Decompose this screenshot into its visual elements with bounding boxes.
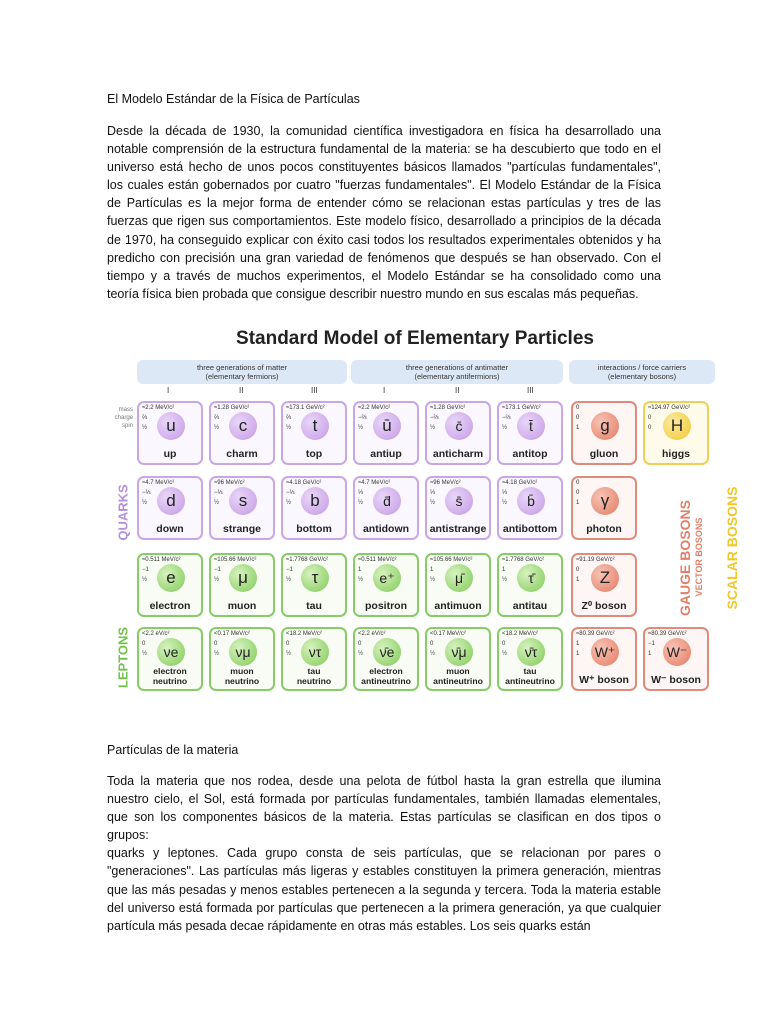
particle-charge: 0 bbox=[430, 641, 434, 647]
particle-symbol: g bbox=[591, 412, 619, 440]
intro-line: de 1970, ha conseguido explicar con éxito casi todos los resultados experimentales obtenidos y ha bbox=[107, 232, 661, 247]
particle-spin: ½ bbox=[286, 651, 292, 657]
band-antimatter bbox=[351, 360, 563, 384]
particle-mass: ≈0.511 MeV/c² bbox=[358, 557, 397, 563]
band-bosons-line1: interactions / force carriers bbox=[597, 363, 687, 372]
particle-mass: ≈4.7 MeV/c² bbox=[358, 480, 391, 486]
particle-card bbox=[497, 401, 563, 465]
particle-spin: ½ bbox=[286, 500, 292, 506]
particle-card bbox=[571, 401, 637, 465]
particle-name: muon neutrino bbox=[224, 666, 260, 686]
particle-symbol: Z bbox=[591, 564, 619, 592]
band-matter bbox=[137, 360, 347, 384]
intro-paragraph bbox=[107, 122, 661, 303]
particle-charge: 0 bbox=[142, 641, 146, 647]
intro-line: predicho con precisión una gran variedad de fenómenos que después se han observado. Con el bbox=[107, 250, 661, 265]
particle-mass: <18.2 MeV/c² bbox=[502, 631, 538, 637]
particle-name: gluon bbox=[589, 448, 619, 460]
band-bosons-line2: (elementary bosons) bbox=[607, 372, 677, 381]
particle-card bbox=[643, 627, 709, 691]
particle-name: tau antineutrino bbox=[505, 666, 555, 686]
particle-mass: ≈105.66 MeV/c² bbox=[430, 557, 473, 563]
particle-mass: <0.17 MeV/c² bbox=[214, 631, 250, 637]
particle-mass: ≈0.511 MeV/c² bbox=[142, 557, 181, 563]
particle-spin: ½ bbox=[214, 651, 220, 657]
particle-spin: 1 bbox=[576, 500, 580, 506]
band-antimatter-line1: three generations of antimatter bbox=[405, 363, 509, 372]
particle-spin: ½ bbox=[142, 425, 148, 431]
particle-symbol: t bbox=[301, 412, 329, 440]
particle-symbol: b̄ bbox=[517, 487, 545, 515]
particle-charge: 1 bbox=[430, 567, 434, 573]
particle-mass: ≈2.2 MeV/c² bbox=[358, 405, 391, 411]
particle-mass: ≈91.19 GeV/c² bbox=[576, 557, 615, 563]
section-2-line: partícula más pesada decae rápidamente en otras más estables. Los seis quarks están bbox=[107, 918, 591, 933]
particle-symbol: ντ bbox=[301, 638, 329, 666]
particle-spin: 1 bbox=[576, 425, 580, 431]
particle-name: tau neutrino bbox=[296, 666, 332, 686]
particle-name: antimuon bbox=[434, 600, 482, 612]
band-antimatter-line2: (elementary antifermions) bbox=[414, 372, 500, 381]
particle-symbol: e⁺ bbox=[373, 564, 401, 592]
section-2-line: quarks y leptones. Cada grupo consta de seis partículas, que se relacionan por pares o bbox=[107, 846, 661, 861]
particle-mass: ≈1.7768 GeV/c² bbox=[286, 557, 328, 563]
particle-mass: ≈4.7 MeV/c² bbox=[142, 480, 175, 486]
particle-mass: <0.17 MeV/c² bbox=[430, 631, 466, 637]
particle-symbol: τ̄ bbox=[517, 564, 545, 592]
particle-spin: ½ bbox=[142, 651, 148, 657]
particle-spin: ½ bbox=[502, 651, 508, 657]
particle-symbol: c bbox=[229, 412, 257, 440]
particle-mass: ≈1.7768 GeV/c² bbox=[502, 557, 544, 563]
particle-card bbox=[425, 401, 491, 465]
particle-card bbox=[425, 627, 491, 691]
particle-card bbox=[571, 476, 637, 540]
particle-card bbox=[209, 476, 275, 540]
particle-symbol: νμ bbox=[229, 638, 257, 666]
particle-card bbox=[571, 627, 637, 691]
particle-name: up bbox=[163, 448, 177, 460]
intro-line: notable comprensión de la estructura fundamental de la materia: se ha descubierto que todo en el bbox=[107, 142, 661, 157]
side-label-scalar-bosons: SCALAR BOSONS bbox=[724, 486, 740, 610]
intro-line: Desde la década de 1930, la comunidad científica investigadora en física ha desarrollado una bbox=[107, 124, 661, 138]
band-matter-line2: (elementary fermions) bbox=[205, 372, 279, 381]
particle-name: charm bbox=[226, 448, 258, 460]
particle-charge: 1 bbox=[358, 567, 362, 573]
particle-mass: 0 bbox=[576, 480, 580, 486]
particle-charge: 0 bbox=[286, 641, 290, 647]
particle-symbol: s bbox=[229, 487, 257, 515]
section-2-heading: Partículas de la materia bbox=[107, 743, 239, 757]
particle-symbol: c̄ bbox=[445, 412, 473, 440]
standard-model-figure bbox=[105, 324, 740, 704]
particle-card bbox=[353, 627, 419, 691]
generation-label: II bbox=[239, 386, 244, 395]
particle-card bbox=[209, 627, 275, 691]
particle-card bbox=[425, 553, 491, 617]
particle-charge: −⅔ bbox=[430, 415, 439, 421]
band-bosons bbox=[569, 360, 715, 384]
particle-mass: ≈1.28 GeV/c² bbox=[430, 405, 466, 411]
particle-charge: ⅔ bbox=[214, 415, 220, 421]
particle-mass: ≈96 MeV/c² bbox=[430, 480, 461, 486]
particle-spin: ½ bbox=[358, 577, 364, 583]
particle-spin: ½ bbox=[430, 425, 436, 431]
figure-title: Standard Model of Elementary Particles bbox=[236, 328, 594, 349]
particle-spin: ½ bbox=[430, 500, 436, 506]
particle-card bbox=[209, 553, 275, 617]
particle-card bbox=[643, 401, 709, 465]
particle-mass: <2.2 eV/c² bbox=[358, 631, 386, 637]
intro-line: teoría física bien probada que consigue describir nuestro mundo en sus escalas más pequeñas. bbox=[107, 286, 639, 301]
particle-card bbox=[497, 627, 563, 691]
particle-mass: ≈4.18 GeV/c² bbox=[502, 480, 538, 486]
row-label-spin: spin bbox=[121, 423, 133, 429]
particle-spin: ½ bbox=[214, 425, 220, 431]
particle-card bbox=[137, 476, 203, 540]
particle-symbol: W⁻ bbox=[663, 638, 691, 666]
particle-name: photon bbox=[586, 523, 622, 535]
particle-spin: ½ bbox=[142, 500, 148, 506]
side-label-gauge-bosons: GAUGE BOSONS bbox=[677, 500, 693, 616]
particle-name: W⁻ boson bbox=[651, 674, 701, 686]
particle-spin: 1 bbox=[576, 651, 580, 657]
particle-mass: ≈80.39 GeV/c² bbox=[648, 631, 687, 637]
particle-name: antitau bbox=[512, 600, 548, 612]
particle-name: Z⁰ boson bbox=[581, 600, 627, 612]
particle-charge: −1 bbox=[214, 567, 221, 573]
particle-spin: ½ bbox=[214, 500, 220, 506]
section-2-line: que las más pesadas y menos estables pertenecen a la segunda y tercera. Toda la materia estable bbox=[107, 882, 661, 897]
particle-mass: ≈1.28 GeV/c² bbox=[214, 405, 250, 411]
particle-card bbox=[281, 476, 347, 540]
particle-symbol: t̄ bbox=[517, 412, 545, 440]
intro-line: los cuales están gobernados por cuatro "fuerzas fundamentales". El Modelo Estándar de la Física bbox=[107, 178, 661, 193]
particle-spin: ½ bbox=[502, 577, 508, 583]
particle-card bbox=[281, 627, 347, 691]
intro-line: de Partículas es la mejor forma de entender cómo se relacionan estas partículas y tres de las bbox=[107, 196, 661, 211]
particle-charge: −⅔ bbox=[502, 415, 511, 421]
particle-symbol: ū bbox=[373, 412, 401, 440]
particle-mass: ≈105.66 MeV/c² bbox=[214, 557, 257, 563]
particle-charge: 0 bbox=[214, 641, 218, 647]
particle-name: bottom bbox=[296, 523, 332, 535]
particle-mass: ≈80.39 GeV/c² bbox=[576, 631, 615, 637]
particle-spin: ½ bbox=[358, 500, 364, 506]
particle-symbol: ν̄e bbox=[373, 638, 401, 666]
particle-charge: 0 bbox=[502, 641, 506, 647]
particle-card bbox=[497, 553, 563, 617]
section-2-line: "generaciones". Las partículas más ligeras y estables constituyen la primera generación, mientras bbox=[107, 864, 661, 879]
particle-card bbox=[209, 401, 275, 465]
particle-symbol: d̄ bbox=[373, 487, 401, 515]
particle-symbol: γ bbox=[591, 487, 619, 515]
particle-card bbox=[571, 553, 637, 617]
particle-mass: ≈4.18 GeV/c² bbox=[286, 480, 322, 486]
particle-card bbox=[137, 401, 203, 465]
row-label-charge: charge bbox=[114, 415, 133, 421]
particle-symbol: b bbox=[301, 487, 329, 515]
particle-charge: −1 bbox=[648, 641, 655, 647]
side-label-leptons: LEPTONS bbox=[115, 626, 131, 689]
particle-spin: 1 bbox=[648, 651, 652, 657]
particle-symbol: H bbox=[663, 412, 691, 440]
particle-card bbox=[353, 401, 419, 465]
particle-charge: 0 bbox=[576, 490, 580, 496]
particle-mass: 0 bbox=[576, 405, 580, 411]
particle-charge: −⅔ bbox=[358, 415, 367, 421]
particle-name: antitop bbox=[512, 448, 548, 460]
particle-card bbox=[353, 553, 419, 617]
particle-card bbox=[281, 401, 347, 465]
particle-card bbox=[497, 476, 563, 540]
particle-symbol: μ bbox=[229, 564, 257, 592]
particle-name: electron bbox=[149, 600, 191, 612]
intro-line: universo está hecho de unos pocos constituyentes básicos llamados "partículas fundamentales", bbox=[107, 160, 661, 175]
row-label-mass: mass bbox=[118, 407, 133, 413]
band-matter-line1: three generations of matter bbox=[196, 363, 288, 372]
particle-name: down bbox=[156, 523, 184, 535]
particle-charge: ⅔ bbox=[142, 415, 148, 421]
particle-spin: 1 bbox=[576, 577, 580, 583]
particle-charge: 1 bbox=[576, 641, 580, 647]
particle-spin: ½ bbox=[430, 651, 436, 657]
particle-symbol: u bbox=[157, 412, 185, 440]
generation-label: I bbox=[383, 386, 386, 395]
particle-name: top bbox=[305, 448, 323, 460]
particle-charge: 0 bbox=[576, 415, 580, 421]
particle-name: antiup bbox=[370, 448, 402, 460]
particle-card bbox=[137, 627, 203, 691]
document-title-block bbox=[107, 92, 661, 106]
particle-name: higgs bbox=[662, 448, 690, 460]
particle-charge: ⅓ bbox=[358, 490, 364, 496]
particle-charge: ⅓ bbox=[502, 490, 508, 496]
particle-name: antistrange bbox=[429, 523, 487, 535]
intro-line: fuerzas que rigen sus comportamientos. Este modelo físico, desarrollado a principios de la década bbox=[107, 214, 661, 229]
section-2-line: Toda la materia que nos rodea, desde una pelota de fútbol hasta la gran estrella que ilumina bbox=[107, 774, 661, 788]
particle-mass: ≈173.1 GeV/c² bbox=[502, 405, 541, 411]
particle-charge: −1 bbox=[142, 567, 149, 573]
particle-symbol: τ bbox=[301, 564, 329, 592]
particle-name: anticharm bbox=[432, 448, 484, 460]
particle-symbol: e bbox=[157, 564, 185, 592]
particle-spin: ½ bbox=[358, 651, 364, 657]
particle-name: muon bbox=[227, 600, 257, 612]
particle-charge: −⅓ bbox=[286, 490, 295, 496]
particle-spin: 0 bbox=[648, 425, 652, 431]
side-label-quarks: QUARKS bbox=[115, 484, 131, 541]
document-title: El Modelo Estándar de la Física de Partículas bbox=[107, 92, 360, 106]
section-2-line: del universo está formada por partículas que pertenecen a la primera generación, ya que cualquier bbox=[107, 900, 661, 915]
particle-mass: ≈2.2 MeV/c² bbox=[142, 405, 175, 411]
section-2-line: que son los componentes básicos de la materia. Estas partículas se clasifican en dos tipos o grupos: bbox=[107, 810, 661, 843]
particle-symbol: W⁺ bbox=[591, 638, 619, 666]
particle-charge: 1 bbox=[502, 567, 506, 573]
particle-charge: −⅓ bbox=[142, 490, 151, 496]
particle-mass: ≈124.97 GeV/c² bbox=[648, 405, 690, 411]
particle-name: positron bbox=[365, 600, 407, 612]
generation-label: II bbox=[455, 386, 460, 395]
particle-mass: ≈173.1 GeV/c² bbox=[286, 405, 325, 411]
particle-name: strange bbox=[223, 523, 261, 535]
particle-symbol: νe bbox=[157, 638, 185, 666]
particle-symbol: ν̄τ bbox=[517, 638, 545, 666]
particle-symbol: ν̄μ bbox=[445, 638, 473, 666]
generation-label: III bbox=[527, 386, 534, 395]
particle-spin: ½ bbox=[286, 577, 292, 583]
particle-charge: ⅔ bbox=[286, 415, 292, 421]
particle-card bbox=[137, 553, 203, 617]
particle-name: electron antineutrino bbox=[361, 666, 411, 686]
particle-mass: <18.2 MeV/c² bbox=[286, 631, 322, 637]
section-2-paragraph bbox=[107, 772, 661, 935]
generation-label: III bbox=[311, 386, 318, 395]
particle-card bbox=[281, 553, 347, 617]
section-2-heading-block bbox=[107, 743, 661, 757]
section-2-line: nuestro cielo, el Sol, está formada por partículas fundamentales, también llamadas elementales, bbox=[107, 792, 661, 807]
particle-spin: ½ bbox=[214, 577, 220, 583]
particle-symbol: s̄ bbox=[445, 487, 473, 515]
particle-name: muon antineutrino bbox=[433, 666, 483, 686]
particle-name: W⁺ boson bbox=[579, 674, 629, 686]
particle-mass: ≈96 MeV/c² bbox=[214, 480, 245, 486]
particle-spin: ½ bbox=[358, 425, 364, 431]
particle-symbol: μ̄ bbox=[445, 564, 473, 592]
particle-spin: ½ bbox=[430, 577, 436, 583]
particle-symbol: d bbox=[157, 487, 185, 515]
particle-spin: ½ bbox=[502, 500, 508, 506]
particle-name: antibottom bbox=[502, 523, 558, 535]
particle-name: tau bbox=[306, 600, 322, 612]
particle-spin: ½ bbox=[502, 425, 508, 431]
particle-charge: ⅓ bbox=[430, 490, 436, 496]
generation-label: I bbox=[167, 386, 170, 395]
particle-spin: ½ bbox=[286, 425, 292, 431]
particle-card bbox=[425, 476, 491, 540]
particle-name: antidown bbox=[362, 523, 410, 535]
particle-charge: 0 bbox=[648, 415, 652, 421]
particle-charge: −1 bbox=[286, 567, 293, 573]
intro-line: tiempo y a través de muchos experimentos, el Modelo Estándar se ha consolidado como una bbox=[107, 268, 661, 283]
particle-spin: ½ bbox=[142, 577, 148, 583]
particle-charge: 0 bbox=[576, 567, 580, 573]
particle-charge: −⅓ bbox=[214, 490, 223, 496]
particle-card bbox=[353, 476, 419, 540]
particle-mass: <2.2 eV/c² bbox=[142, 631, 170, 637]
particle-name: electron neutrino bbox=[152, 666, 188, 686]
particle-charge: 0 bbox=[358, 641, 362, 647]
side-label-vector-bosons: VECTOR BOSONS bbox=[694, 517, 704, 597]
